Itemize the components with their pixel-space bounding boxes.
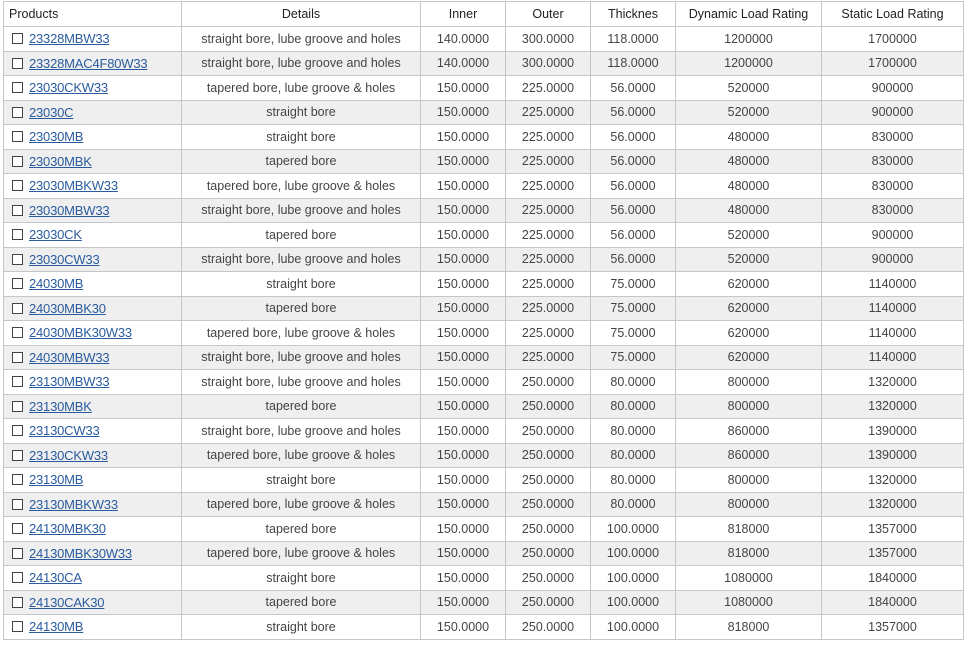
- table-row: [4, 76, 964, 101]
- outer-cell: 250.0000: [506, 394, 591, 419]
- inner-cell: 150.0000: [421, 566, 506, 591]
- inner-cell: 150.0000: [421, 296, 506, 321]
- outer-cell: 250.0000: [506, 468, 591, 493]
- dynamic-load-rating-cell: 620000: [676, 296, 822, 321]
- inner-cell: 150.0000: [421, 174, 506, 199]
- table-row: [4, 100, 964, 125]
- details-cell: straight bore, lube groove and holes: [182, 198, 421, 223]
- table-row: [4, 370, 964, 395]
- table-row: [4, 149, 964, 174]
- table-row: [4, 590, 964, 615]
- inner-cell: 140.0000: [421, 27, 506, 52]
- static-load-rating-cell: 1700000: [822, 27, 964, 52]
- thickness-cell: 75.0000: [591, 272, 676, 297]
- dynamic-load-rating-cell: 1080000: [676, 590, 822, 615]
- product-cell: [4, 492, 182, 517]
- details-cell: tapered bore, lube groove & holes: [182, 321, 421, 346]
- inner-cell: 150.0000: [421, 272, 506, 297]
- outer-cell: 225.0000: [506, 76, 591, 101]
- table-row: [4, 345, 964, 370]
- dynamic-load-rating-cell: 860000: [676, 419, 822, 444]
- product-link[interactable]: 23130MBK: [29, 398, 92, 414]
- outer-cell: 250.0000: [506, 492, 591, 517]
- product-checkbox[interactable]: [12, 131, 23, 142]
- outer-cell: 250.0000: [506, 541, 591, 566]
- product-checkbox[interactable]: [12, 156, 23, 167]
- outer-cell: 250.0000: [506, 566, 591, 591]
- product-cell: [4, 223, 182, 248]
- outer-cell: 225.0000: [506, 125, 591, 150]
- details-cell: straight bore, lube groove and holes: [182, 419, 421, 444]
- dynamic-load-rating-cell: 620000: [676, 321, 822, 346]
- product-checkbox[interactable]: [12, 107, 23, 118]
- thickness-cell: 75.0000: [591, 345, 676, 370]
- product-cell: [4, 394, 182, 419]
- product-checkbox[interactable]: [12, 548, 23, 559]
- product-cell: [4, 198, 182, 223]
- product-cell: [4, 468, 182, 493]
- thickness-cell: 75.0000: [591, 321, 676, 346]
- inner-cell: 150.0000: [421, 76, 506, 101]
- dynamic-load-rating-cell: 818000: [676, 615, 822, 640]
- inner-cell: 150.0000: [421, 345, 506, 370]
- static-load-rating-cell: 1840000: [822, 566, 964, 591]
- thickness-cell: 56.0000: [591, 125, 676, 150]
- dynamic-load-rating-cell: 800000: [676, 370, 822, 395]
- dynamic-load-rating-cell: 1080000: [676, 566, 822, 591]
- outer-cell: 250.0000: [506, 590, 591, 615]
- product-checkbox[interactable]: [12, 401, 23, 412]
- dynamic-load-rating-cell: 818000: [676, 541, 822, 566]
- inner-cell: 150.0000: [421, 541, 506, 566]
- product-link[interactable]: 24030MB: [29, 276, 84, 292]
- product-checkbox[interactable]: [12, 499, 23, 510]
- product-cell: [4, 247, 182, 272]
- product-cell: [4, 517, 182, 542]
- details-cell: tapered bore: [182, 296, 421, 321]
- product-link[interactable]: 23130MB: [29, 472, 84, 488]
- product-cell: [4, 566, 182, 591]
- inner-cell: 140.0000: [421, 51, 506, 76]
- product-checkbox[interactable]: [12, 327, 23, 338]
- product-link[interactable]: 23130CW33: [29, 423, 100, 439]
- product-checkbox[interactable]: [12, 229, 23, 240]
- static-load-rating-cell: 900000: [822, 100, 964, 125]
- dynamic-load-rating-cell: 620000: [676, 272, 822, 297]
- details-cell: straight bore, lube groove and holes: [182, 247, 421, 272]
- table-header-row: [4, 2, 964, 27]
- dynamic-load-rating-cell: 480000: [676, 149, 822, 174]
- details-cell: straight bore: [182, 566, 421, 591]
- inner-cell: 150.0000: [421, 419, 506, 444]
- details-cell: tapered bore, lube groove & holes: [182, 492, 421, 517]
- outer-cell: 225.0000: [506, 100, 591, 125]
- inner-cell: 150.0000: [421, 149, 506, 174]
- product-checkbox[interactable]: [12, 254, 23, 265]
- inner-cell: 150.0000: [421, 492, 506, 517]
- table-row: [4, 419, 964, 444]
- table-row: [4, 321, 964, 346]
- details-cell: tapered bore, lube groove & holes: [182, 541, 421, 566]
- product-cell: [4, 100, 182, 125]
- outer-cell: 225.0000: [506, 174, 591, 199]
- table-row: [4, 174, 964, 199]
- thickness-cell: 80.0000: [591, 419, 676, 444]
- column-header-outer: Outer: [506, 2, 591, 27]
- product-cell: [4, 149, 182, 174]
- table-row: [4, 541, 964, 566]
- static-load-rating-cell: 900000: [822, 223, 964, 248]
- details-cell: tapered bore: [182, 394, 421, 419]
- thickness-cell: 56.0000: [591, 174, 676, 199]
- product-link[interactable]: 23328MAC4F80W33: [29, 55, 148, 71]
- table-row: [4, 272, 964, 297]
- details-cell: straight bore, lube groove and holes: [182, 370, 421, 395]
- product-cell: [4, 27, 182, 52]
- outer-cell: 250.0000: [506, 370, 591, 395]
- product-cell: [4, 590, 182, 615]
- details-cell: tapered bore: [182, 590, 421, 615]
- table-row: [4, 517, 964, 542]
- thickness-cell: 118.0000: [591, 27, 676, 52]
- table-row: [4, 566, 964, 591]
- outer-cell: 225.0000: [506, 272, 591, 297]
- product-cell: [4, 443, 182, 468]
- details-cell: straight bore: [182, 272, 421, 297]
- product-checkbox[interactable]: [12, 58, 23, 69]
- product-cell: [4, 541, 182, 566]
- static-load-rating-cell: 1140000: [822, 296, 964, 321]
- details-cell: straight bore: [182, 125, 421, 150]
- product-link[interactable]: 23030CK: [29, 227, 82, 243]
- thickness-cell: 56.0000: [591, 76, 676, 101]
- product-checkbox[interactable]: [12, 180, 23, 191]
- products-table: [3, 1, 964, 640]
- outer-cell: 300.0000: [506, 51, 591, 76]
- dynamic-load-rating-cell: 480000: [676, 125, 822, 150]
- product-link[interactable]: 23030MBW33: [29, 202, 110, 218]
- product-link[interactable]: 24130CA: [29, 570, 82, 586]
- column-header-details: Details: [182, 2, 421, 27]
- column-header-products: Products: [4, 2, 182, 27]
- static-load-rating-cell: 1320000: [822, 492, 964, 517]
- static-load-rating-cell: 1140000: [822, 272, 964, 297]
- static-load-rating-cell: 1840000: [822, 590, 964, 615]
- column-header-dynamic-load-rating: Dynamic Load Rating: [676, 2, 822, 27]
- inner-cell: 150.0000: [421, 370, 506, 395]
- table-row: [4, 223, 964, 248]
- product-cell: [4, 76, 182, 101]
- table-row: [4, 492, 964, 517]
- dynamic-load-rating-cell: 818000: [676, 517, 822, 542]
- product-checkbox[interactable]: [12, 278, 23, 289]
- product-checkbox[interactable]: [12, 303, 23, 314]
- thickness-cell: 100.0000: [591, 615, 676, 640]
- dynamic-load-rating-cell: 520000: [676, 247, 822, 272]
- dynamic-load-rating-cell: 860000: [676, 443, 822, 468]
- details-cell: tapered bore, lube groove & holes: [182, 76, 421, 101]
- table-row: [4, 51, 964, 76]
- dynamic-load-rating-cell: 520000: [676, 223, 822, 248]
- product-link[interactable]: 24130CAK30: [29, 594, 105, 610]
- static-load-rating-cell: 830000: [822, 198, 964, 223]
- thickness-cell: 56.0000: [591, 198, 676, 223]
- table-row: [4, 443, 964, 468]
- product-checkbox[interactable]: [12, 376, 23, 387]
- table-body: [4, 27, 964, 640]
- product-checkbox[interactable]: [12, 597, 23, 608]
- dynamic-load-rating-cell: 800000: [676, 394, 822, 419]
- outer-cell: 300.0000: [506, 27, 591, 52]
- thickness-cell: 100.0000: [591, 517, 676, 542]
- dynamic-load-rating-cell: 520000: [676, 76, 822, 101]
- product-link[interactable]: 23030MB: [29, 129, 84, 145]
- product-cell: [4, 174, 182, 199]
- static-load-rating-cell: 830000: [822, 149, 964, 174]
- dynamic-load-rating-cell: 480000: [676, 174, 822, 199]
- product-cell: [4, 345, 182, 370]
- outer-cell: 225.0000: [506, 296, 591, 321]
- thickness-cell: 80.0000: [591, 468, 676, 493]
- table-row: [4, 27, 964, 52]
- product-link[interactable]: 23328MBW33: [29, 31, 110, 47]
- details-cell: tapered bore, lube groove & holes: [182, 443, 421, 468]
- thickness-cell: 100.0000: [591, 590, 676, 615]
- details-cell: tapered bore: [182, 149, 421, 174]
- thickness-cell: 56.0000: [591, 247, 676, 272]
- product-cell: [4, 615, 182, 640]
- product-cell: [4, 370, 182, 395]
- product-cell: [4, 272, 182, 297]
- details-cell: tapered bore, lube groove & holes: [182, 174, 421, 199]
- product-checkbox[interactable]: [12, 450, 23, 461]
- outer-cell: 225.0000: [506, 345, 591, 370]
- column-header-thickness: Thicknes: [591, 2, 676, 27]
- outer-cell: 250.0000: [506, 615, 591, 640]
- outer-cell: 250.0000: [506, 443, 591, 468]
- static-load-rating-cell: 1700000: [822, 51, 964, 76]
- product-checkbox[interactable]: [12, 572, 23, 583]
- outer-cell: 250.0000: [506, 517, 591, 542]
- table-row: [4, 394, 964, 419]
- product-link[interactable]: 24130MBK30W33: [29, 545, 132, 561]
- inner-cell: 150.0000: [421, 125, 506, 150]
- product-link[interactable]: 23030CW33: [29, 251, 100, 267]
- static-load-rating-cell: 830000: [822, 174, 964, 199]
- product-link[interactable]: 23130CKW33: [29, 447, 108, 463]
- thickness-cell: 100.0000: [591, 541, 676, 566]
- inner-cell: 150.0000: [421, 223, 506, 248]
- dynamic-load-rating-cell: 620000: [676, 345, 822, 370]
- product-cell: [4, 51, 182, 76]
- static-load-rating-cell: 1140000: [822, 321, 964, 346]
- details-cell: straight bore, lube groove and holes: [182, 345, 421, 370]
- static-load-rating-cell: 830000: [822, 125, 964, 150]
- product-checkbox[interactable]: [12, 621, 23, 632]
- dynamic-load-rating-cell: 1200000: [676, 27, 822, 52]
- product-checkbox[interactable]: [12, 82, 23, 93]
- product-checkbox[interactable]: [12, 474, 23, 485]
- static-load-rating-cell: 1320000: [822, 468, 964, 493]
- product-checkbox[interactable]: [12, 352, 23, 363]
- table-row: [4, 296, 964, 321]
- column-header-inner: Inner: [421, 2, 506, 27]
- details-cell: straight bore: [182, 100, 421, 125]
- table-row: [4, 468, 964, 493]
- details-cell: straight bore: [182, 468, 421, 493]
- thickness-cell: 80.0000: [591, 370, 676, 395]
- table-row: [4, 615, 964, 640]
- product-cell: [4, 321, 182, 346]
- outer-cell: 225.0000: [506, 321, 591, 346]
- table-row: [4, 247, 964, 272]
- column-header-static-load-rating: Static Load Rating: [822, 2, 964, 27]
- product-link[interactable]: 23030MBK: [29, 153, 92, 169]
- dynamic-load-rating-cell: 480000: [676, 198, 822, 223]
- table-row: [4, 125, 964, 150]
- static-load-rating-cell: 1390000: [822, 443, 964, 468]
- inner-cell: 150.0000: [421, 394, 506, 419]
- inner-cell: 150.0000: [421, 443, 506, 468]
- static-load-rating-cell: 900000: [822, 76, 964, 101]
- static-load-rating-cell: 1390000: [822, 419, 964, 444]
- details-cell: tapered bore: [182, 223, 421, 248]
- thickness-cell: 56.0000: [591, 149, 676, 174]
- product-link[interactable]: 24130MBK30: [29, 521, 106, 537]
- product-link[interactable]: 23130MBKW33: [29, 496, 118, 512]
- static-load-rating-cell: 1357000: [822, 517, 964, 542]
- thickness-cell: 118.0000: [591, 51, 676, 76]
- outer-cell: 250.0000: [506, 419, 591, 444]
- product-link[interactable]: 23030MBKW33: [29, 178, 118, 194]
- dynamic-load-rating-cell: 520000: [676, 100, 822, 125]
- dynamic-load-rating-cell: 800000: [676, 492, 822, 517]
- product-link[interactable]: 23030CKW33: [29, 80, 108, 96]
- thickness-cell: 100.0000: [591, 566, 676, 591]
- details-cell: straight bore: [182, 615, 421, 640]
- product-checkbox[interactable]: [12, 205, 23, 216]
- inner-cell: 150.0000: [421, 198, 506, 223]
- product-checkbox[interactable]: [12, 33, 23, 44]
- static-load-rating-cell: 1320000: [822, 394, 964, 419]
- details-cell: tapered bore: [182, 517, 421, 542]
- outer-cell: 225.0000: [506, 198, 591, 223]
- thickness-cell: 80.0000: [591, 394, 676, 419]
- inner-cell: 150.0000: [421, 468, 506, 493]
- products-table-container: [3, 1, 964, 640]
- product-cell: [4, 419, 182, 444]
- inner-cell: 150.0000: [421, 100, 506, 125]
- product-link[interactable]: 23030C: [29, 104, 74, 120]
- thickness-cell: 56.0000: [591, 223, 676, 248]
- product-cell: [4, 125, 182, 150]
- product-checkbox[interactable]: [12, 425, 23, 436]
- inner-cell: 150.0000: [421, 615, 506, 640]
- outer-cell: 225.0000: [506, 247, 591, 272]
- thickness-cell: 75.0000: [591, 296, 676, 321]
- inner-cell: 150.0000: [421, 517, 506, 542]
- product-link[interactable]: 24030MBK30W33: [29, 325, 132, 341]
- details-cell: straight bore, lube groove and holes: [182, 27, 421, 52]
- inner-cell: 150.0000: [421, 321, 506, 346]
- product-link[interactable]: 24130MB: [29, 619, 84, 635]
- thickness-cell: 80.0000: [591, 492, 676, 517]
- product-cell: [4, 296, 182, 321]
- static-load-rating-cell: 1320000: [822, 370, 964, 395]
- inner-cell: 150.0000: [421, 590, 506, 615]
- static-load-rating-cell: 1357000: [822, 615, 964, 640]
- details-cell: straight bore, lube groove and holes: [182, 51, 421, 76]
- thickness-cell: 56.0000: [591, 100, 676, 125]
- thickness-cell: 80.0000: [591, 443, 676, 468]
- static-load-rating-cell: 1357000: [822, 541, 964, 566]
- product-link[interactable]: 24030MBW33: [29, 349, 110, 365]
- dynamic-load-rating-cell: 800000: [676, 468, 822, 493]
- static-load-rating-cell: 1140000: [822, 345, 964, 370]
- table-row: [4, 198, 964, 223]
- outer-cell: 225.0000: [506, 149, 591, 174]
- product-checkbox[interactable]: [12, 523, 23, 534]
- static-load-rating-cell: 900000: [822, 247, 964, 272]
- product-link[interactable]: 23130MBW33: [29, 374, 110, 390]
- inner-cell: 150.0000: [421, 247, 506, 272]
- product-link[interactable]: 24030MBK30: [29, 300, 106, 316]
- dynamic-load-rating-cell: 1200000: [676, 51, 822, 76]
- outer-cell: 225.0000: [506, 223, 591, 248]
